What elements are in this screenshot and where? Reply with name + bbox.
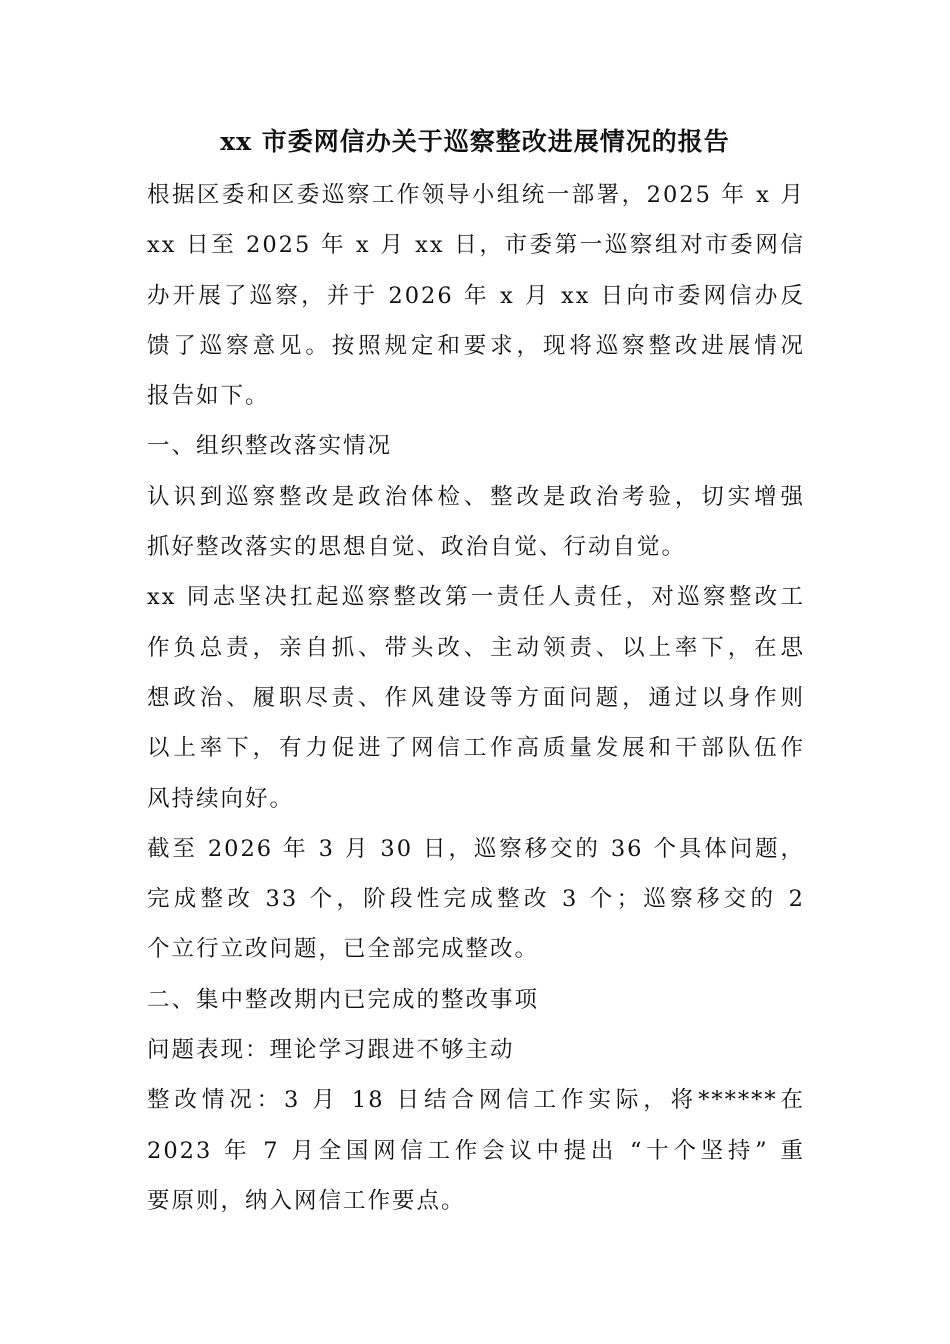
document-body [147, 170, 805, 1226]
paragraph-responsibility [147, 572, 805, 823]
text-line: 一、组织整改落实情况 [147, 433, 393, 460]
paragraph-intro [147, 170, 805, 421]
text-line: xx 日至 2025 年 x 月 xx 日，市委第一巡察组对市委网信 [147, 232, 805, 259]
text-line: 个立行立改问题，已全部完成整改。 [147, 936, 540, 963]
text-line: 问题表现：理论学习跟进不够主动 [147, 1037, 515, 1064]
section-heading-1 [147, 421, 805, 471]
text-line: 报告如下。 [147, 383, 270, 410]
text-line: 抓好整改落实的思想自觉、政治自觉、行动自觉。 [147, 534, 687, 561]
text-line: 作负总责，亲自抓、带头改、主动领责、以上率下，在思 [147, 634, 805, 661]
text-line: 馈了巡察意见。按照规定和要求，现将巡察整改进展情况 [147, 332, 805, 359]
document-title: xx 市委网信办关于巡察整改进展情况的报告 [220, 127, 730, 156]
text-line: 截至 2026 年 3 月 30 日，巡察移交的 36 个具体问题， [147, 835, 805, 862]
text-line: xx 同志坚决扛起巡察整改第一责任人责任，对巡察整改工 [147, 584, 805, 611]
paragraph-rectification [147, 1075, 805, 1226]
text-line: 办开展了巡察，并于 2026 年 x 月 xx 日向市委网信办反 [147, 282, 805, 309]
paragraph-awareness [147, 472, 805, 573]
text-line: 想政治、履职尽责、作风建设等方面问题，通过以身作则 [147, 684, 805, 711]
paragraph-issue [147, 1025, 805, 1075]
text-line: 根据区委和区委巡察工作领导小组统一部署，2025 年 x 月 [147, 182, 805, 208]
text-line: 以上率下，有力促进了网信工作高质量发展和干部队伍作 [147, 735, 805, 762]
text-line: 风持续向好。 [147, 785, 295, 812]
text-line: 认识到巡察整改是政治体检、整改是政治考验，切实增强 [147, 483, 805, 510]
text-line: 整改情况：3 月 18 日结合网信工作实际，将******在 [147, 1087, 805, 1114]
text-line: 要原则，纳入网信工作要点。 [147, 1187, 466, 1214]
text-line: 二、集中整改期内已完成的整改事项 [147, 986, 540, 1013]
text-line: 完成整改 33 个，阶段性完成整改 3 个；巡察移交的 2 [147, 886, 805, 913]
paragraph-progress [147, 824, 805, 975]
text-line: 2023 年 7 月全国网信工作会议中提出 “十个坚持” 重 [147, 1137, 805, 1164]
section-heading-2 [147, 975, 805, 1025]
